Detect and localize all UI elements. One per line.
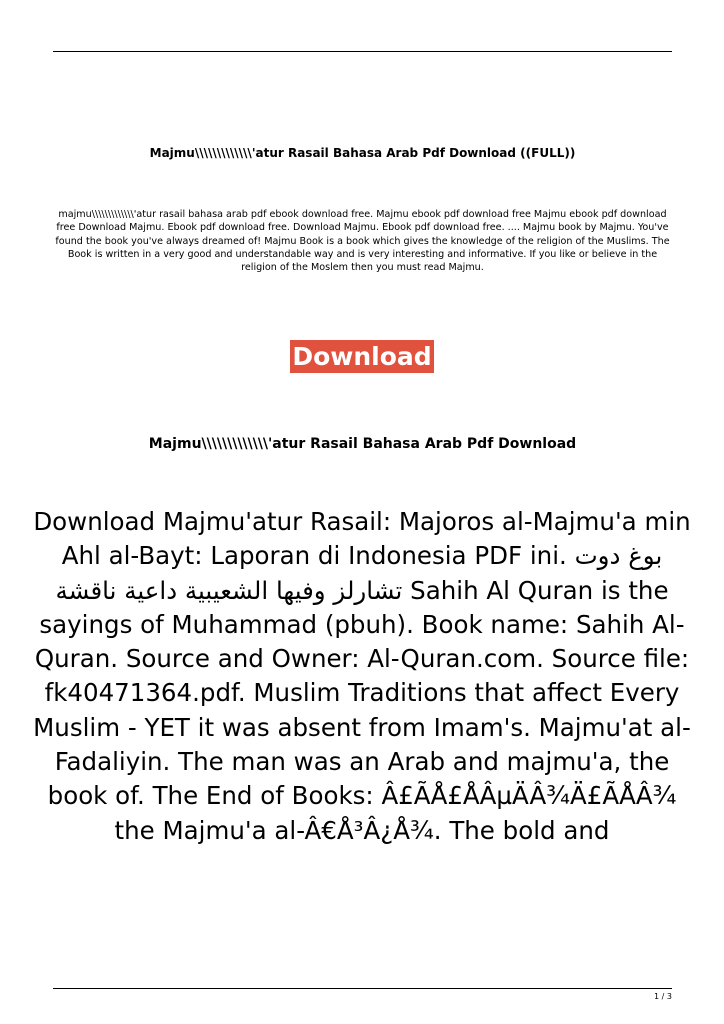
page-number: 1 / 3 <box>654 992 672 1001</box>
download-container <box>0 340 724 373</box>
summary-paragraph: majmu\\\\\\\\\\\\\'atur rasail bahasa arab pdf ebook download free. Majmu ebook pdf download free Majmu ebook pdf download free Download Majmu. Ebook pdf download free. Download Majmu. Ebook pdf download free. .... Majmu book by Majmu. You've found the book you've always dreamed of! Majmu Book is a book which gives the knowledge of the religion of the Muslims. The Book is written in a very good and understandable way and is very interesting and informative. If you like or believe in the religion of the Moslem then you must read Majmu. <box>55 209 670 274</box>
body-paragraph: Download Majmu'atur Rasail: Majoros al-Majmu'a min Ahl al-Bayt: Laporan di Indonesia PDF ini. بوغ دوت تشارلز وفيها الشعيبية داعية ناقشة Sahih Al Quran is the sayings of Muhammad (pbuh). Book name: Sahih Al-Quran. Source and Owner: Al-Quran.com. Source file: fk40471364.pdf. Muslim Traditions that affect Every Muslim - YET it was absent from Imam's. Majmu'at al-Fadaliyin. The man was an Arab and majmu'a, the book of. The End of Books: Â£ÃÅ£ÅÂµÄÂ¾Ä£ÃÅÂ¾ the Majmu'a al-Â€Å³Â¿Å¾. The bold and <box>33 507 691 845</box>
bottom-rule <box>53 988 672 989</box>
top-rule <box>53 51 672 52</box>
download-button[interactable]: Download <box>292 342 432 371</box>
document-title: Majmu\\\\\\\\\\\\\'atur Rasail Bahasa Arab Pdf Download ((FULL)) <box>149 146 576 160</box>
section-title: Majmu\\\\\\\\\\\\\'atur Rasail Bahasa Arab Pdf Download <box>148 436 577 452</box>
